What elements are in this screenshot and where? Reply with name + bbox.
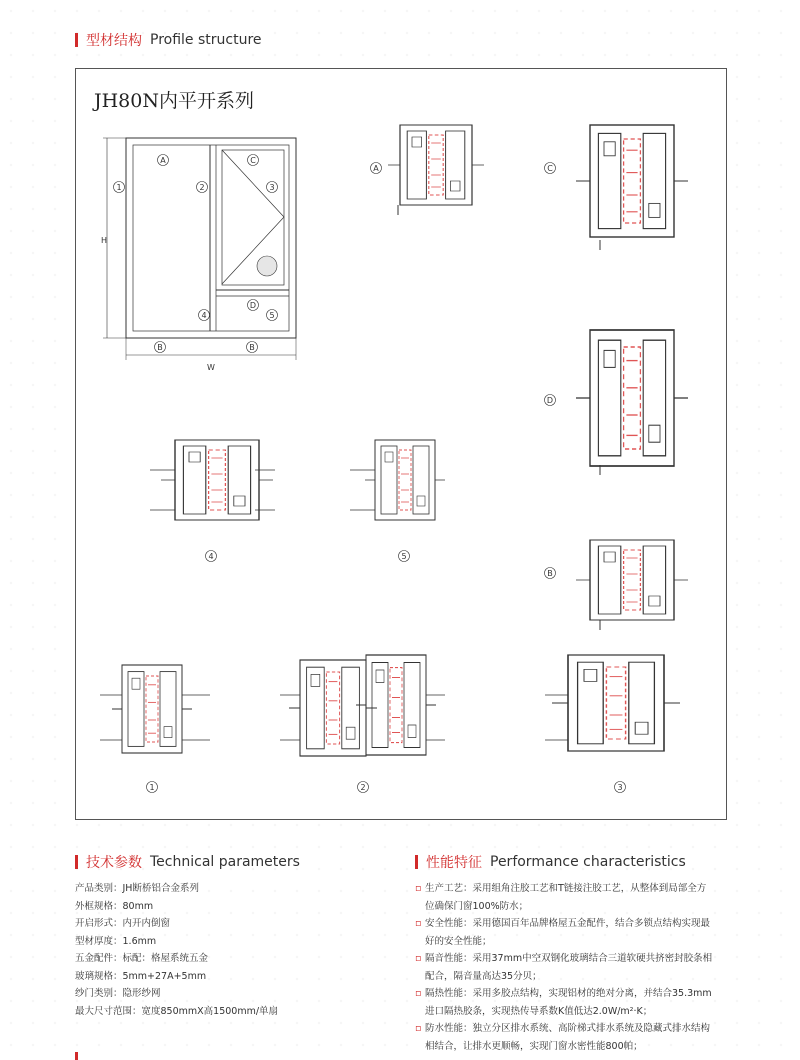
section-b-label [545, 568, 556, 579]
svg-text:1: 1 [116, 183, 122, 192]
tech-parameter-list [75, 880, 278, 1020]
section-b [545, 540, 689, 630]
section-4-label [206, 551, 217, 562]
perf-heading-en: Performance characteristics [490, 854, 686, 870]
callout-5 [267, 310, 278, 321]
perf-item: ▫ 安全性能：采用德国百年品牌格屋五金配件，结合多锁点结构实现最 好的安全性能； [415, 915, 745, 950]
svg-text:2: 2 [360, 783, 366, 792]
handle-grid-icon [257, 256, 277, 276]
perf-heading-zh: 性能特征 [426, 855, 482, 871]
tech-row: 开启形式：内开内倒窗 [75, 918, 171, 929]
bullet-icon: ▫ [415, 953, 422, 964]
section-4 [150, 440, 275, 562]
tech-heading [75, 852, 300, 872]
svg-text:5: 5 [269, 311, 275, 320]
svg-text:D: D [249, 301, 257, 310]
svg-text:5: 5 [401, 552, 407, 561]
callout-d [248, 300, 259, 311]
svg-text:4: 4 [201, 311, 207, 320]
svg-text:B: B [157, 343, 163, 352]
section-3-label [615, 782, 626, 793]
svg-text:3: 3 [269, 183, 275, 192]
tech-row: 外框规格：80mm [75, 900, 154, 912]
tech-row: 五金配件：标配：格屋系统五金 [75, 953, 209, 964]
perf-list [415, 880, 745, 1055]
tech-row: 纱门类别：隐形纱网 [75, 988, 161, 999]
bullet-icon: ▫ [415, 988, 422, 999]
bullet-icon: ▫ [415, 1023, 422, 1034]
window-elevation [101, 138, 296, 372]
callout-2 [197, 182, 208, 193]
tech-heading-en: Technical parameters [150, 854, 300, 870]
section-2-label [358, 782, 369, 793]
section-3 [545, 655, 680, 793]
tech-row: 型材厚度：1.6mm [75, 935, 157, 947]
section-a-label [371, 163, 382, 174]
callout-4 [199, 310, 210, 321]
section-1 [100, 665, 210, 793]
tech-accent-bar [75, 855, 78, 869]
svg-text:B: B [249, 343, 255, 352]
svg-text:C: C [250, 156, 256, 165]
callout-3 [267, 182, 278, 193]
section-d-label [545, 395, 556, 406]
svg-text:3: 3 [617, 783, 623, 792]
callout-c [248, 155, 259, 166]
svg-text:A: A [373, 164, 379, 173]
svg-text:1: 1 [149, 783, 155, 792]
tech-row: 玻璃规格：5mm+27A+5mm [75, 970, 207, 982]
dim-width-label: W [207, 363, 215, 372]
heading-zh: 型材结构 [86, 33, 142, 49]
callout-1 [114, 182, 125, 193]
section-a [371, 125, 485, 215]
tech-row: 最大尺寸范围：宽度850mmX高1500mm/单扇 [75, 1005, 279, 1017]
section-5-label [399, 551, 410, 562]
series-title: JH80N内平开系列 [94, 90, 254, 112]
section-c [545, 125, 689, 250]
section-c-label [545, 163, 556, 174]
section-1-label [147, 782, 158, 793]
heading-en: Profile structure [150, 32, 262, 48]
section-5 [350, 440, 445, 562]
bullet-icon: ▫ [415, 883, 422, 894]
tech-heading-zh: 技术参数 [86, 855, 142, 871]
callout-b-left [155, 342, 166, 353]
section-2 [280, 655, 445, 793]
perf-item: ▫ 防水性能：独立分区排水系统、高阶梯式排水系统及隐藏式排水结构 相结合，让排水更顺畅，实现门窗水密性能800帕； [415, 1020, 745, 1055]
svg-text:B: B [547, 569, 553, 578]
perf-item: ▫ 隔音性能：采用37mm中空双钢化玻璃结合三道软硬共挤密封胶条相 配合，隔音量高达35分贝； [415, 950, 745, 985]
perf-item: ▫ 隔热性能：采用多胶点结构，实现铝材的绝对分离，并结合35.3mm 进口隔热胶条，实现热传导系数K值低达2.0W/m²·K； [415, 985, 745, 1020]
bullet-icon: ▫ [415, 918, 422, 929]
callout-b-right [247, 342, 258, 353]
svg-text:2: 2 [199, 183, 205, 192]
svg-text:C: C [547, 164, 553, 173]
svg-text:4: 4 [208, 552, 214, 561]
perf-accent-bar [415, 855, 418, 869]
svg-text:D: D [546, 396, 554, 405]
callout-a [158, 155, 169, 166]
perf-heading [415, 852, 686, 872]
dim-height-label: H [101, 236, 108, 245]
perf-item: ▫ 生产工艺：采用组角注胶工艺和T链接注胶工艺，从整体到局部全方 位确保门窗100%防水； [415, 880, 745, 915]
next-section-accent-bar [75, 1052, 78, 1060]
section-d [545, 330, 689, 475]
svg-text:A: A [160, 156, 166, 165]
tech-row: 产品类别：JH断桥铝合金系列 [75, 883, 199, 894]
